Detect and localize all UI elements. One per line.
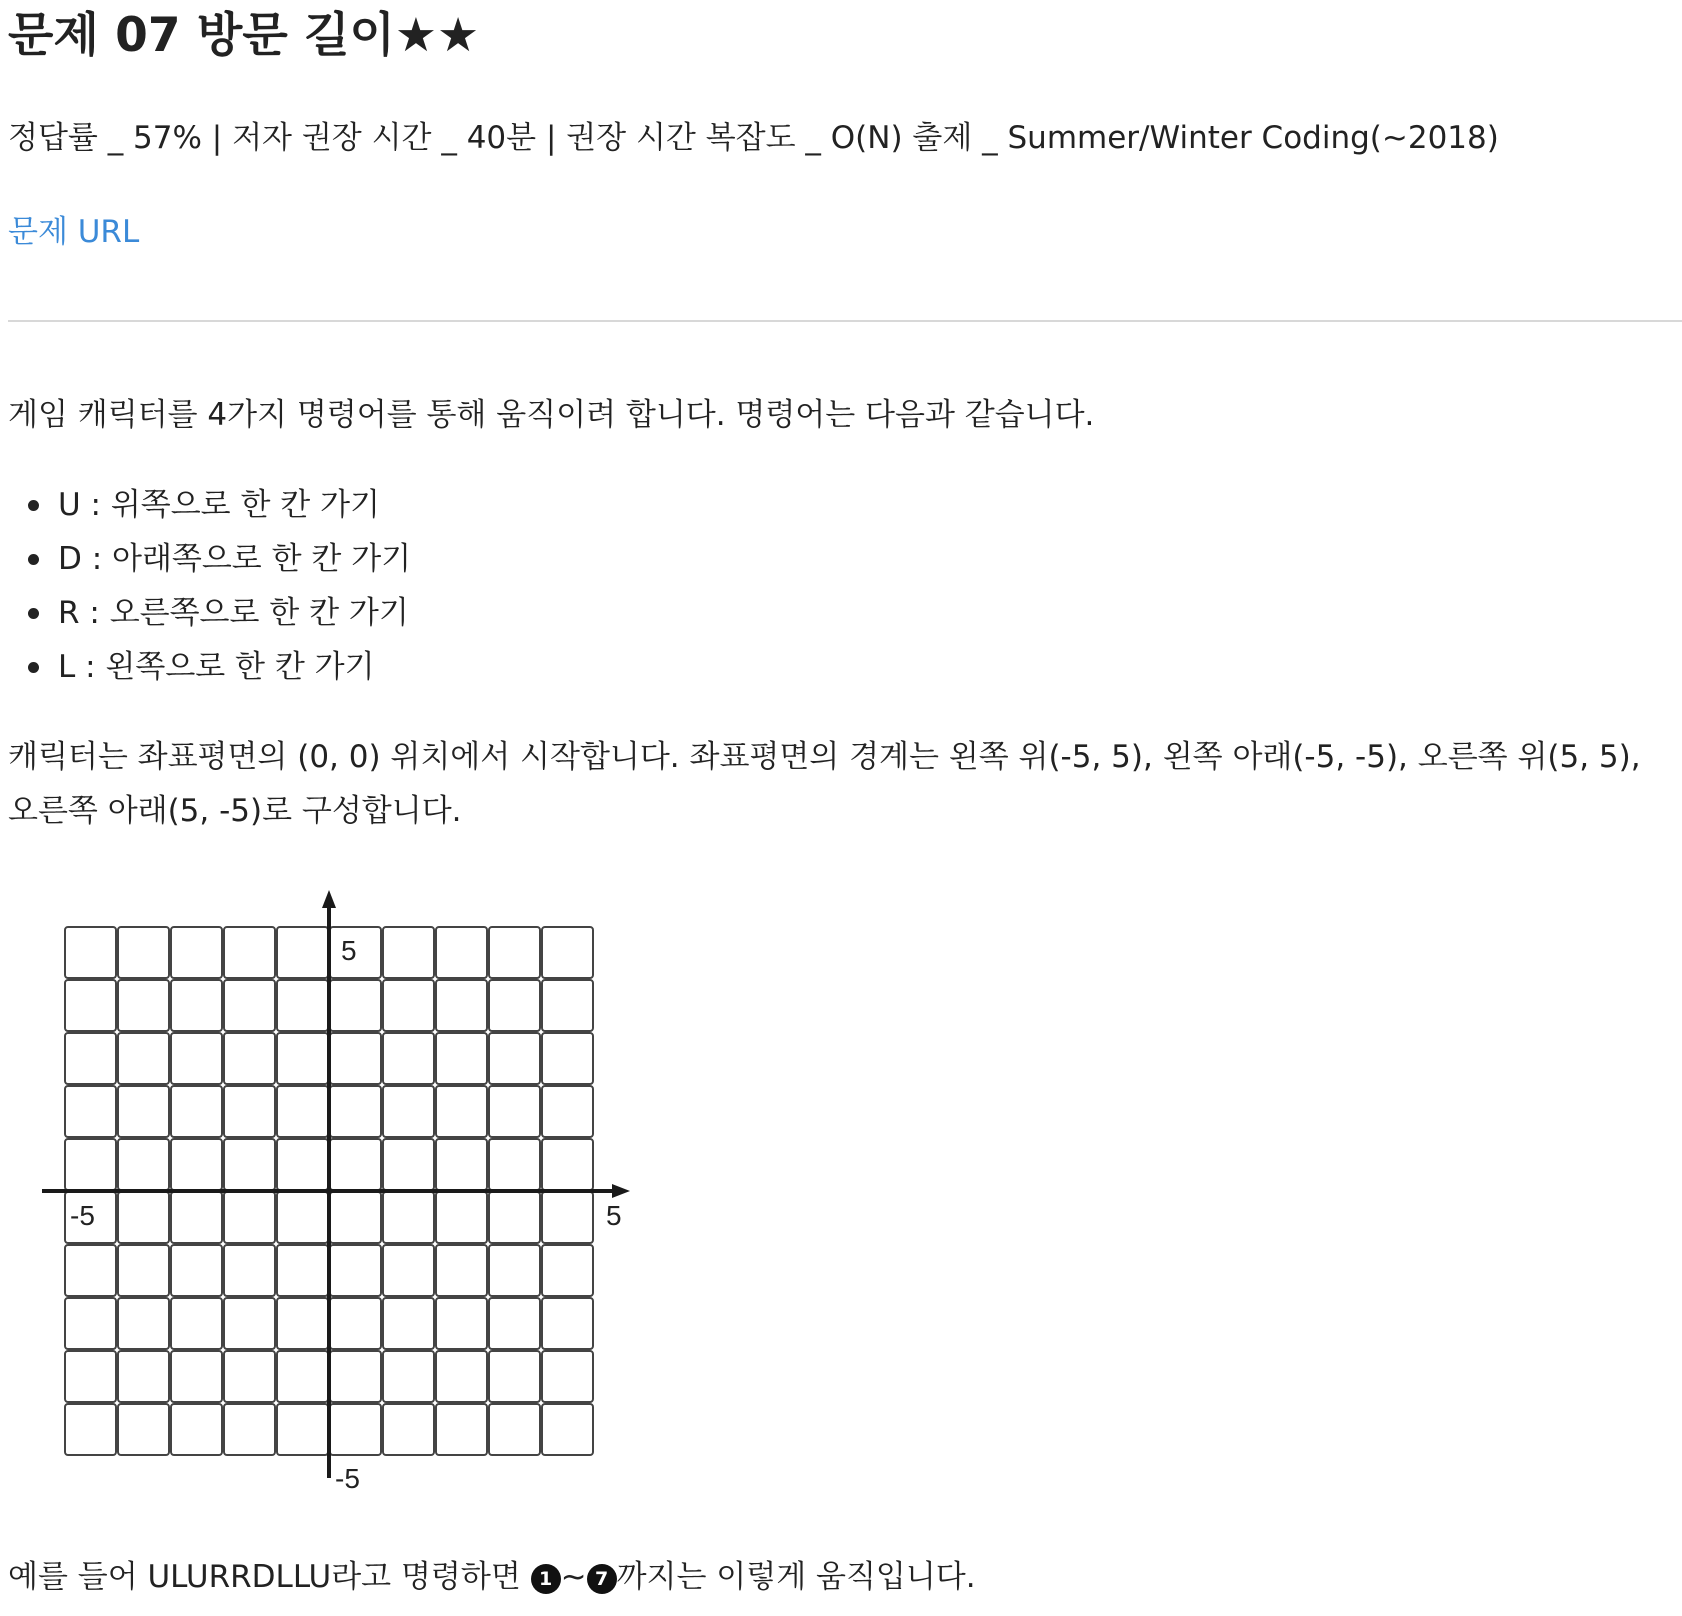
bullet-icon <box>28 500 39 511</box>
grid-cell <box>118 1086 169 1137</box>
grid-cell <box>171 1139 222 1190</box>
grid-cell <box>383 927 434 978</box>
grid-cell <box>171 1298 222 1349</box>
grid-cell <box>118 1245 169 1296</box>
grid-cell <box>383 1404 434 1455</box>
grid-cell <box>224 1086 275 1137</box>
grid-cell <box>436 927 487 978</box>
page-title: 문제 07 방문 길이★★ <box>8 8 480 63</box>
grid-cell <box>277 1139 328 1190</box>
grid-cell <box>277 980 328 1031</box>
grid-cell <box>436 1086 487 1137</box>
grid-cell <box>171 1192 222 1243</box>
command-list <box>0 478 411 694</box>
list-item <box>0 532 411 586</box>
list-item <box>0 478 411 532</box>
grid-cell <box>224 1033 275 1084</box>
coordinate-grid-figure <box>36 880 636 1500</box>
grid-cell <box>118 1404 169 1455</box>
grid-cell <box>383 1086 434 1137</box>
grid-cell <box>65 1351 116 1402</box>
problem-meta: 정답률 _ 57% | 저자 권장 시간 _ 40분 | 권장 시간 복잡도 _ O(N) 출제 _ Summer/Winter Coding(~2018) <box>8 120 1499 156</box>
grid-cell <box>171 1086 222 1137</box>
grid-cell <box>436 1245 487 1296</box>
grid-cell <box>171 1351 222 1402</box>
grid-cell <box>542 980 593 1031</box>
grid-cell <box>489 1298 540 1349</box>
grid-cell <box>277 1351 328 1402</box>
grid-cell <box>65 1245 116 1296</box>
grid-cell <box>542 1298 593 1349</box>
grid-cell <box>489 927 540 978</box>
boundary-paragraph: 캐릭터는 좌표평면의 (0, 0) 위치에서 시작합니다. 좌표평면의 경계는 왼쪽 위(-5, 5), 왼쪽 아래(-5, -5), 오른쪽 위(5, 5), 오른쪽 아래(5, -5)로 구성합니다. <box>8 739 1641 829</box>
grid-cell <box>383 1298 434 1349</box>
grid-cell <box>330 1404 381 1455</box>
grid-cell <box>330 1298 381 1349</box>
grid-cell <box>383 1139 434 1190</box>
grid-cell <box>277 1298 328 1349</box>
grid-cell <box>65 1086 116 1137</box>
grid-cell <box>489 1192 540 1243</box>
grid-cell <box>118 1298 169 1349</box>
grid-cell <box>489 1245 540 1296</box>
grid-cell <box>118 980 169 1031</box>
grid-cell <box>383 1033 434 1084</box>
grid-cell <box>224 1298 275 1349</box>
list-item <box>0 640 411 694</box>
step-marker-end: 7 <box>587 1564 617 1594</box>
grid-cell <box>171 1245 222 1296</box>
grid-cell <box>65 927 116 978</box>
grid-cell <box>489 1139 540 1190</box>
grid-cell <box>330 1245 381 1296</box>
grid-cell <box>118 927 169 978</box>
grid-cell <box>542 927 593 978</box>
example-prefix: 예를 들어 ULURRDLLU라고 명령하면 <box>8 1559 531 1595</box>
grid-cell <box>489 1351 540 1402</box>
grid-cell <box>118 1139 169 1190</box>
grid-cell <box>542 1192 593 1243</box>
grid-cell <box>171 927 222 978</box>
grid-cell <box>277 1033 328 1084</box>
grid-cell <box>330 1351 381 1402</box>
grid-cell <box>224 1245 275 1296</box>
grid-cell <box>330 1192 381 1243</box>
grid-cell <box>436 1351 487 1402</box>
grid-cell <box>65 980 116 1031</box>
grid-cell <box>330 1033 381 1084</box>
bullet-icon <box>28 554 39 565</box>
x-max-label: 5 <box>606 1200 622 1231</box>
y-max-label: 5 <box>341 935 357 966</box>
grid-cell <box>383 1192 434 1243</box>
list-item <box>0 586 411 640</box>
grid-cell <box>224 927 275 978</box>
grid-cell <box>489 980 540 1031</box>
grid-cell <box>489 1033 540 1084</box>
grid-cell <box>65 1404 116 1455</box>
grid-cell <box>436 980 487 1031</box>
grid-cell <box>436 1192 487 1243</box>
grid-cell <box>277 1086 328 1137</box>
grid-cell <box>542 1351 593 1402</box>
grid-cell <box>224 980 275 1031</box>
command-text: D : 아래쪽으로 한 칸 가기 <box>58 541 412 577</box>
problem-url-link[interactable]: 문제 URL <box>8 214 140 250</box>
bullet-icon <box>28 662 39 673</box>
grid-cell <box>171 980 222 1031</box>
grid-cell <box>118 1033 169 1084</box>
grid-cell <box>330 1086 381 1137</box>
grid-cell <box>436 1298 487 1349</box>
grid-cell <box>118 1351 169 1402</box>
grid-cell <box>383 1351 434 1402</box>
grid-cell <box>277 1404 328 1455</box>
y-axis-arrow-icon <box>322 890 336 908</box>
grid-cell <box>224 1192 275 1243</box>
example-suffix: 까지는 이렇게 움직입니다. <box>616 1559 976 1595</box>
grid-cell <box>383 980 434 1031</box>
grid-cell <box>383 1245 434 1296</box>
y-min-label: -5 <box>335 1463 360 1494</box>
grid-cell <box>542 1404 593 1455</box>
grid-cell <box>118 1192 169 1243</box>
command-text: R : 오른쪽으로 한 칸 가기 <box>58 595 409 631</box>
example-tilde: ~ <box>560 1559 587 1595</box>
grid-cell <box>65 1139 116 1190</box>
grid-cell <box>171 1404 222 1455</box>
grid-cell <box>436 1404 487 1455</box>
grid-cell <box>330 980 381 1031</box>
command-text: U : 위쪽으로 한 칸 가기 <box>58 487 380 523</box>
grid-cell <box>542 1086 593 1137</box>
grid-cell <box>542 1245 593 1296</box>
grid-cell <box>277 927 328 978</box>
grid-cell <box>542 1033 593 1084</box>
grid-cell <box>65 1298 116 1349</box>
grid-cell <box>330 1139 381 1190</box>
grid-cell <box>436 1139 487 1190</box>
grid-cell <box>65 1033 116 1084</box>
divider <box>8 320 1682 322</box>
grid-cell <box>277 1245 328 1296</box>
grid-cell <box>224 1404 275 1455</box>
grid-cell <box>542 1139 593 1190</box>
grid-cell <box>436 1033 487 1084</box>
grid-cell <box>224 1139 275 1190</box>
grid-cell <box>171 1033 222 1084</box>
x-min-label: -5 <box>70 1200 95 1231</box>
grid-cell <box>489 1086 540 1137</box>
grid-cell <box>277 1192 328 1243</box>
step-marker-start: 1 <box>531 1564 561 1594</box>
bullet-icon <box>28 608 39 619</box>
command-text: L : 왼쪽으로 한 칸 가기 <box>58 649 375 685</box>
x-axis-arrow-icon <box>612 1184 630 1198</box>
intro-paragraph: 게임 캐릭터를 4가지 명령어를 통해 움직이려 합니다. 명령어는 다음과 같습니다. <box>8 397 1095 433</box>
coordinate-grid-svg <box>36 880 636 1500</box>
example-paragraph <box>8 1550 976 1604</box>
grid-cell <box>489 1404 540 1455</box>
grid-cell <box>224 1351 275 1402</box>
